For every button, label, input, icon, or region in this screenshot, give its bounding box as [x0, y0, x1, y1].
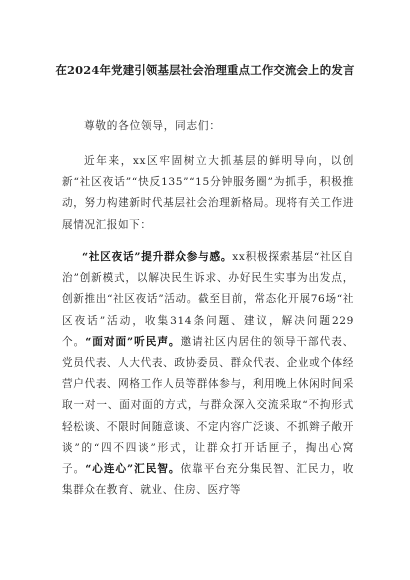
intro-paragraph: 近年来，xx区牢固树立大抓基层的鲜明导向，以创新“社区夜话”“快反135”“15分钟服务圈”为抓手，积极推动，努力构建新时代基层社会治理新格局。现将有关工作进展情况汇报如下：	[62, 155, 354, 231]
subheading-heart-to-heart: “心连心”汇民智。	[85, 463, 181, 476]
section-heading: “社区夜话”提升群众参与感。	[82, 251, 233, 263]
section-text-b: 邀请社区内居住的领导干部代表、党员代表、人大代表、政协委员、群众代表、企业或个体经营户代表、网格工作人员等群体参与，利用晚上休闲时间采取一对一、面对面的方式，与群众深入交流采取“不拘形式轻松谈、不限时间随意谈、不定内容广泛谈、不抓辫子敞开谈”的“四不四谈”形式，让群众打开话匣子，掏出心窝子。	[62, 335, 354, 476]
section-text-a: xx积极探索基层“社区自治”创新模式，以解决民生诉求、办好民生实事为出发点，创新推出“社区夜话”活动。截至目前，常态化开展76场“社区夜话”活动，收集314条问题、建议，解决问题229个。	[62, 251, 354, 348]
section-text-c: 依靠平台充分集民智、汇民力，收集群众在教育、就业、住房、医疗等	[62, 463, 354, 497]
salutation: 尊敬的各位领导，同志们：	[84, 120, 221, 132]
subheading-face-to-face: “面对面”听民声。	[85, 335, 181, 348]
section-paragraph	[62, 247, 354, 501]
document-title: 在2024年党建引领基层社会治理重点工作交流会上的发言	[55, 63, 355, 77]
